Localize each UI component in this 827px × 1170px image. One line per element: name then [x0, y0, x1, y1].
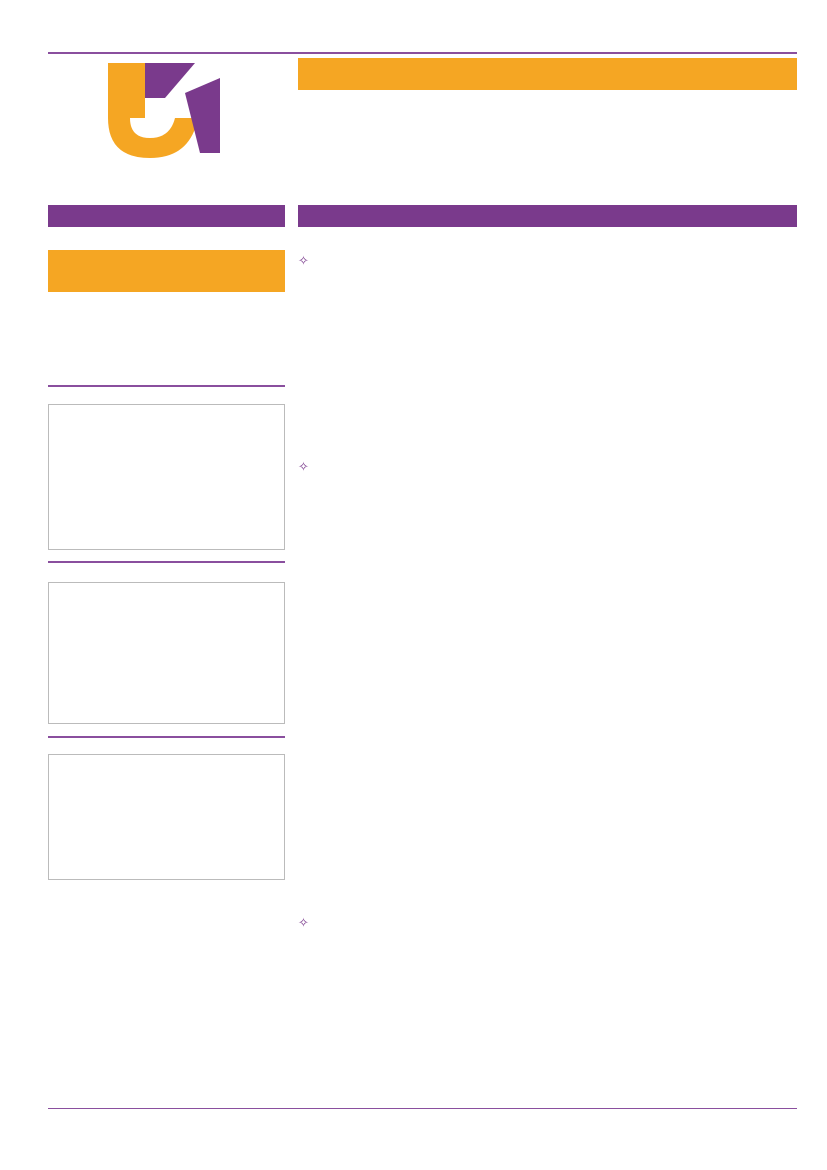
chart3-svg [49, 755, 284, 879]
chart2-box [48, 582, 285, 724]
section-title: ✧ [298, 916, 309, 931]
report-date [48, 205, 285, 227]
chart3-box [48, 754, 285, 880]
chart3-title [48, 733, 285, 738]
footer-divider [48, 1108, 797, 1109]
chart1-svg [49, 405, 284, 549]
section-title: ✧ [298, 254, 309, 269]
chart1-title [48, 382, 285, 387]
logo-mark-icon [90, 58, 240, 188]
sector-label [298, 58, 797, 90]
section-title: ✧ [298, 460, 309, 475]
chart2-svg [49, 583, 284, 723]
rating-box [48, 250, 285, 292]
chart1-box [48, 404, 285, 550]
header-divider [48, 52, 797, 54]
key-points-heading [298, 205, 797, 227]
logo [90, 58, 240, 188]
chart2-title [48, 558, 285, 563]
